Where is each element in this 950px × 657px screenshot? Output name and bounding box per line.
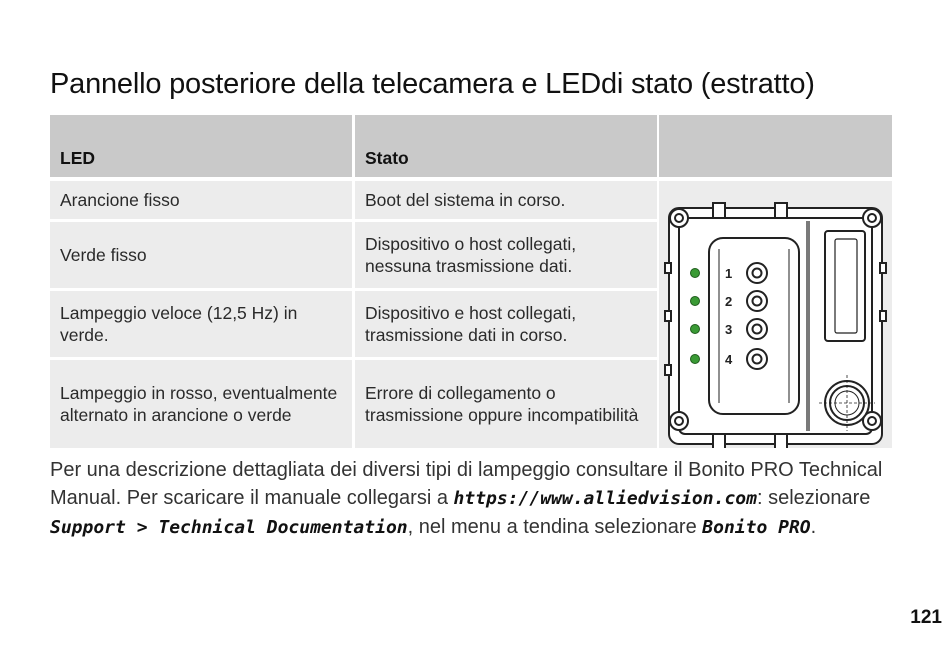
paragraph-text-3: , nel menu a tendina selezionare <box>407 516 703 538</box>
camera-rear-panel-diagram <box>659 181 892 448</box>
port-label-3: 3 <box>725 322 733 337</box>
row3-led: Lampeggio veloce (12,5 Hz) in verde. <box>50 291 352 357</box>
port-label-1: 1 <box>725 266 733 281</box>
bnc-connector-3 <box>747 319 767 339</box>
row4-stato: Errore di collegamento o trasmissione oppure incompatibilità <box>355 360 657 448</box>
port-label-2: 2 <box>725 294 733 309</box>
website-link[interactable]: https://www.alliedvision.com <box>453 488 757 509</box>
paragraph-text-4: . <box>810 516 817 538</box>
product-name: Bonito PRO <box>702 517 811 538</box>
camera-rear-panel-cell <box>659 181 892 448</box>
bnc-connector-1 <box>747 263 767 283</box>
row2-stato: Dispositivo o host collegati, nessuna trasmissione dati. <box>355 222 657 288</box>
row1-stato: Boot del sistema in corso. <box>355 181 657 219</box>
port-label-4: 4 <box>725 352 733 367</box>
page-number: 121 <box>910 607 942 628</box>
row2-led: Verde fisso <box>50 222 352 288</box>
header-stato: Stato <box>355 115 657 177</box>
row4-led: Lampeggio in rosso, eventualmente alternato in arancione o verde <box>50 360 352 448</box>
page-title: Pannello posteriore della telecamera e LEDdi stato (estratto) <box>50 68 815 100</box>
row3-stato: Dispositivo e host collegati, trasmissione dati in corso. <box>355 291 657 357</box>
bnc-connector-4 <box>747 349 767 369</box>
menu-path: Support > Technical Documentation <box>50 517 408 538</box>
status-led-1 <box>691 269 700 278</box>
status-led-3 <box>691 325 700 334</box>
bnc-connector-2 <box>747 291 767 311</box>
header-led: LED <box>50 115 352 177</box>
paragraph-text-2: : selezionare <box>756 487 871 509</box>
status-led-4 <box>691 355 700 364</box>
row1-led: Arancione fisso <box>50 181 352 219</box>
description-paragraph <box>50 456 910 542</box>
paragraph-text-1: Per una descrizione dettagliata dei diversi tipi di lampeggio consultare il Bonito PRO Technical Manual. Per scaricare il manuale collegarsi a <box>50 459 883 509</box>
status-led-2 <box>691 297 700 306</box>
header-image <box>659 115 892 177</box>
